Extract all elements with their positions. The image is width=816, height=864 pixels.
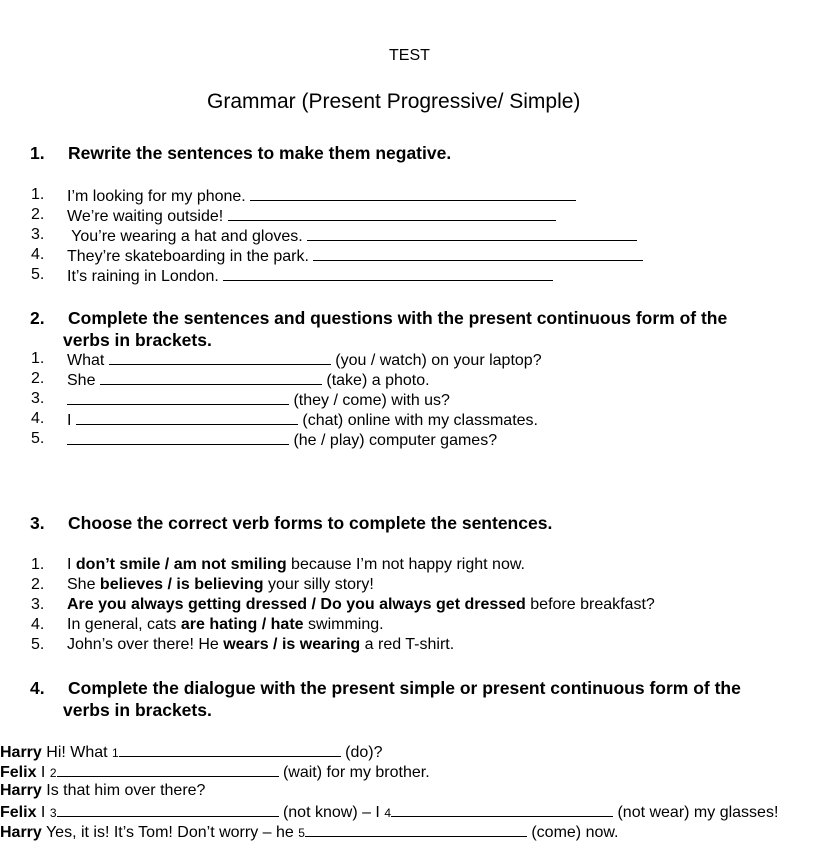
item-text: because I’m not happy right now. [286, 556, 525, 573]
dialogue-line [0, 802, 778, 822]
option-separator: / [163, 576, 177, 593]
answer-blank[interactable] [100, 370, 322, 385]
section-heading-text: Rewrite the sentences to make them negative. [68, 143, 452, 163]
item-number: 5. [31, 636, 45, 653]
item-hint: (take) a photo. [326, 372, 430, 389]
option-b[interactable]: am not smiling [173, 556, 287, 573]
gap-number: 1 [112, 746, 119, 760]
answer-blank[interactable] [57, 762, 279, 777]
dialogue-text: (do)? [340, 744, 383, 761]
answer-blank[interactable] [223, 266, 553, 281]
item-text: a red T-shirt. [360, 636, 455, 653]
dialogue-line [0, 742, 383, 762]
answer-blank[interactable] [391, 802, 613, 817]
dialogue-text: I [36, 764, 50, 781]
item-text: John’s over there! He [67, 636, 224, 653]
answer-blank[interactable] [67, 430, 289, 445]
item-number: 5. [31, 430, 45, 447]
item-text: I [67, 556, 76, 573]
answer-blank[interactable] [57, 802, 279, 817]
speaker-name: Felix [0, 764, 37, 781]
answer-blank[interactable] [109, 350, 331, 365]
dialogue-text: Yes, it is! It’s Tom! Don’t worry – he [41, 824, 299, 841]
answer-blank[interactable] [250, 186, 576, 201]
dialogue-text: (not wear) my glasses! [613, 804, 779, 821]
item-text: In general, cats [67, 616, 181, 633]
option-a[interactable]: wears [223, 636, 269, 653]
item-text: What [67, 352, 105, 369]
answer-blank[interactable] [228, 206, 556, 221]
section-number: 4. [30, 678, 45, 698]
section-4-heading [30, 678, 810, 722]
dialogue-text: Hi! What [41, 744, 113, 761]
section-heading-text: Complete the dialogue with the present simple or present continuous form of the [68, 678, 741, 698]
section-number: 1. [30, 143, 45, 163]
item-number: 2. [31, 576, 45, 593]
item-number: 1. [31, 350, 45, 367]
section-1-heading [30, 143, 790, 165]
item-number: 4. [31, 616, 45, 633]
item-text: swimming. [303, 616, 384, 633]
option-b[interactable]: hate [270, 616, 304, 633]
section-heading-text: Complete the sentences and questions with the present continuous form of the [68, 308, 728, 328]
option-separator: / [160, 556, 174, 573]
dialogue-line [0, 822, 619, 842]
section-heading-text-cont: verbs in brackets. [63, 700, 212, 720]
option-a[interactable]: believes [99, 576, 164, 593]
gap-number: 3 [49, 806, 57, 820]
dialogue-text: (wait) for my brother. [278, 764, 430, 781]
item-text: your silly story! [263, 576, 374, 593]
item-text: They’re skateboarding in the park. [67, 248, 309, 265]
gap-number: 5 [298, 826, 305, 840]
item-hint: (you / watch) on your laptop? [335, 352, 542, 369]
answer-blank[interactable] [119, 742, 341, 757]
section-heading-text: Choose the correct verb forms to complete the sentences. [68, 513, 553, 533]
speaker-name: Felix [0, 804, 37, 821]
section-heading-text-cont: verbs in brackets. [63, 330, 212, 350]
item-number: 3. [31, 226, 45, 243]
section-number: 2. [30, 308, 45, 328]
answer-blank[interactable] [313, 246, 643, 261]
item-number: 1. [31, 556, 45, 573]
option-separator: / [307, 596, 321, 613]
dialogue-line [0, 762, 430, 782]
option-a[interactable]: are hating [180, 616, 258, 633]
item-number: 5. [31, 266, 45, 283]
answer-blank[interactable] [76, 410, 298, 425]
item-number: 3. [31, 390, 45, 407]
answer-blank[interactable] [67, 390, 289, 405]
speaker-name: Harry [0, 744, 42, 761]
section-3-heading [30, 513, 790, 535]
page-title: Grammar (Present Progressive/ Simple) [207, 90, 581, 113]
dialogue-text: I [36, 804, 50, 821]
item-text: She [67, 372, 96, 389]
item-hint: (they / come) with us? [293, 392, 450, 409]
item-hint: (chat) online with my classmates. [302, 412, 538, 429]
item-text: We’re waiting outside! [67, 208, 224, 225]
speaker-name: Harry [0, 782, 42, 799]
option-b[interactable]: is wearing [281, 636, 361, 653]
item-text: It’s raining in London. [67, 268, 219, 285]
option-b[interactable]: is believing [176, 576, 264, 593]
item-hint: (he / play) computer games? [293, 432, 498, 449]
item-number: 3. [31, 596, 45, 613]
answer-blank[interactable] [305, 822, 527, 837]
answer-blank[interactable] [307, 226, 637, 241]
dialogue-text: (come) now. [526, 824, 619, 841]
option-separator: / [268, 636, 282, 653]
item-text: I [67, 412, 72, 429]
gap-number: 4 [384, 806, 392, 820]
item-number: 4. [31, 410, 45, 427]
option-separator: / [257, 616, 271, 633]
item-text: She [67, 576, 100, 593]
gap-number: 2 [49, 766, 57, 780]
section-number: 3. [30, 513, 45, 533]
item-text: before breakfast? [525, 596, 655, 613]
speaker-name: Harry [0, 824, 42, 841]
item-number: 4. [31, 246, 45, 263]
option-b[interactable]: Do you always get dressed [320, 596, 526, 613]
item-number: 1. [31, 186, 45, 203]
item-number: 2. [31, 206, 45, 223]
item-number: 2. [31, 370, 45, 387]
option-a[interactable]: don’t smile [75, 556, 161, 573]
item-text: You’re wearing a hat and gloves. [67, 228, 303, 245]
dialogue-text: Is that him over there? [41, 782, 206, 799]
option-a[interactable]: Are you always getting dressed [67, 596, 308, 613]
item-text: I’m looking for my phone. [67, 188, 246, 205]
dialogue-line [0, 782, 205, 800]
dialogue-text: (not know) – I [278, 804, 385, 821]
test-label: TEST [389, 47, 430, 64]
section-2-heading [30, 308, 810, 352]
